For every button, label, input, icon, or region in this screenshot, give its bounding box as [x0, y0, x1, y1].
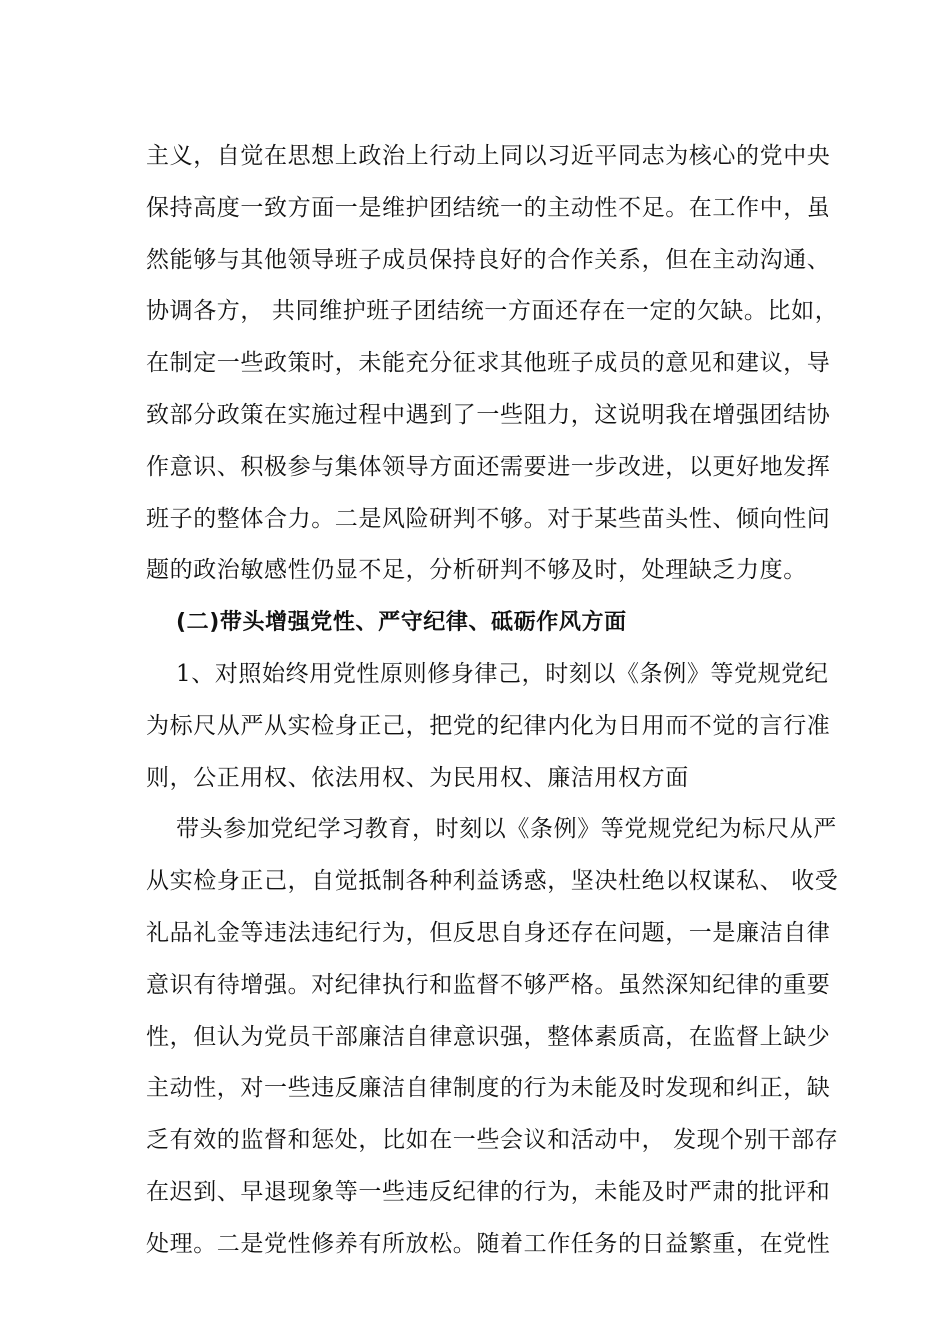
- paragraph-line: 处理。二是党性修养有所放松。随着工作任务的日益繁重，在党性: [146, 1230, 831, 1257]
- paragraph-line: 在制定一些政策时，未能充分征求其他班子成员的意见和建议，导: [146, 350, 831, 377]
- paragraph-line: 则，公正用权、依法用权、为民用权、廉洁用权方面: [146, 764, 689, 791]
- paragraph-line: 协调各方， 共同维护班子团结统一方面还存在一定的欠缺。比如，: [146, 298, 839, 325]
- paragraph-line: 从实检身正己，自觉抵制各种利益诱惑，坚决杜绝以权谋私、 收受: [146, 868, 839, 895]
- paragraph-line: 作意识、积极参与集体领导方面还需要进一步改进，以更好地发挥: [146, 453, 831, 480]
- paragraph-line: 乏有效的监督和惩处，比如在一些会议和活动中， 发现个别干部存: [146, 1127, 839, 1154]
- section-heading: (二)带头增强党性、严守纪律、砥砺作风方面: [176, 610, 627, 636]
- paragraph-line: 保持高度一致方面一是维护团结统一的主动性不足。在工作中，虽: [146, 194, 831, 221]
- paragraph-line: 礼品礼金等违法违纪行为，但反思自身还存在问题，一是廉洁自律: [146, 919, 831, 946]
- paragraph-line: 然能够与其他领导班子成员保持良好的合作关系，但在主动沟通、: [146, 246, 831, 273]
- paragraph-line: 题的政治敏感性仍显不足，分析研判不够及时，处理缺乏力度。: [146, 557, 807, 584]
- document-body: [146, 131, 839, 1271]
- paragraph-line: 为标尺从严从实检身正己，把党的纪律内化为日用而不觉的言行准: [146, 712, 831, 739]
- paragraph-line: 班子的整体合力。二是风险研判不够。对于某些苗头性、倾向性问: [146, 505, 831, 532]
- paragraph-line: 在迟到、早退现象等一些违反纪律的行为，未能及时严肃的批评和: [146, 1178, 831, 1205]
- paragraph-line: 带头参加党纪学习教育，时刻以《条例》等党规党纪为标尺从严: [176, 816, 837, 843]
- paragraph-line: 主义，自觉在思想上政治上行动上同以习近平同志为核心的党中央: [146, 143, 831, 169]
- paragraph-line: 致部分政策在实施过程中遇到了一些阻力，这说明我在增强团结协: [146, 401, 831, 428]
- paragraph-line: 性，但认为党员干部廉洁自律意识强，整体素质高，在监督上缺少: [146, 1023, 831, 1050]
- paragraph-line: 主动性，对一些违反廉洁自律制度的行为未能及时发现和纠正，缺: [146, 1075, 831, 1102]
- paragraph-line: 意识有待增强。对纪律执行和监督不够严格。虽然深知纪律的重要: [146, 971, 831, 998]
- paragraph-line: 1、对照始终用党性原则修身律己，时刻以《条例》等党规党纪: [176, 660, 829, 687]
